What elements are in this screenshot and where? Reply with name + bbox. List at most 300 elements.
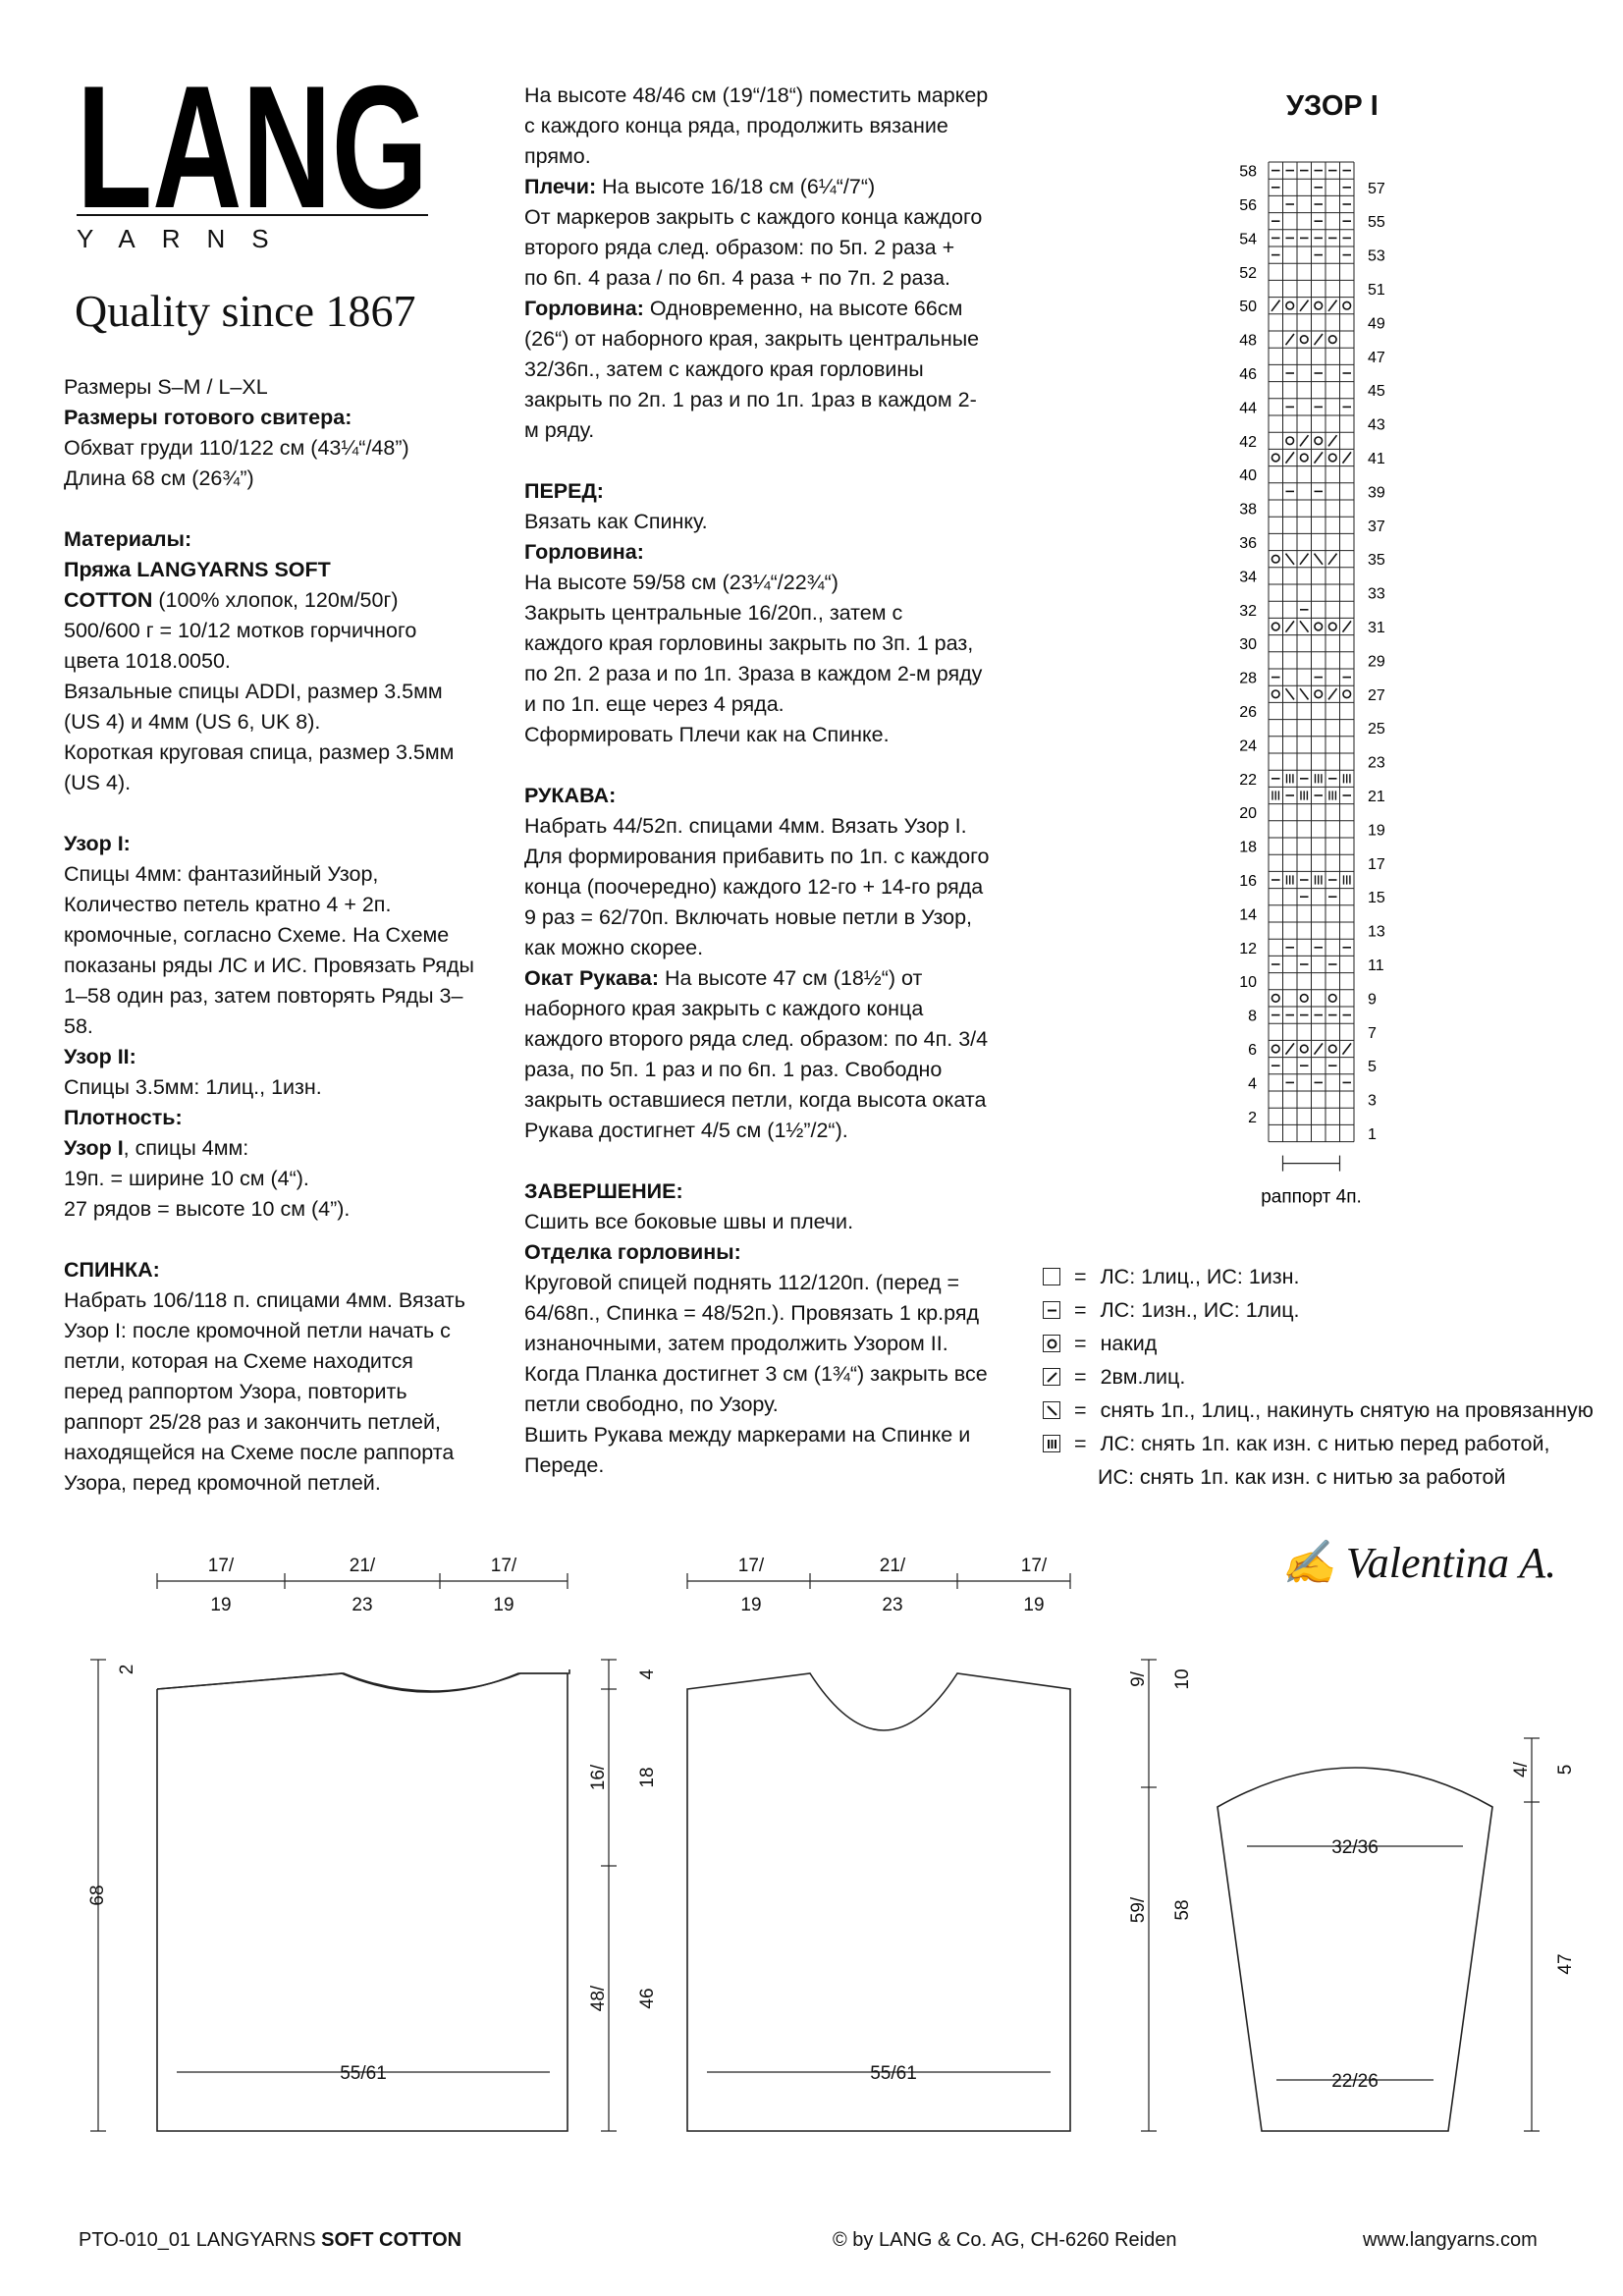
text-segment: Круговой спицей поднять 112/120п. (перед = <box>524 1271 960 1294</box>
text-segment: Одновременно, на высоте 66см <box>643 297 963 320</box>
chart-row-label-left: 2 <box>1248 1109 1257 1126</box>
chart-row-label-left: 50 <box>1239 299 1257 316</box>
text-line <box>524 324 989 355</box>
signature-name: Valentina A. <box>1345 1539 1557 1587</box>
text-line <box>524 750 989 781</box>
text-line <box>524 1298 989 1329</box>
text-line <box>64 1285 474 1316</box>
text-line <box>524 415 989 446</box>
text-line <box>64 1407 474 1438</box>
footer-code <box>79 2229 461 2252</box>
text-line <box>524 1268 989 1298</box>
text-line <box>524 689 989 720</box>
text-segment: раппорт 25/28 раз и закончить петлей, <box>64 1410 441 1434</box>
text-line <box>64 433 474 464</box>
text-line <box>64 829 474 859</box>
text-line <box>64 981 474 1011</box>
text-segment: Переде. <box>524 1453 605 1477</box>
chart-row-label-right: 47 <box>1368 349 1385 366</box>
chart-row-label-right: 11 <box>1368 957 1384 975</box>
text-line <box>524 1359 989 1390</box>
text-segment: Вязать как Спинку. <box>524 510 708 533</box>
text-segment: второго ряда след. образом: по 5п. 2 раза + <box>524 236 955 259</box>
front-width: 55/61 <box>870 2063 917 2084</box>
text-line <box>64 707 474 738</box>
text-line <box>64 372 474 403</box>
front-w2-b: 23 <box>882 1595 903 1615</box>
text-segment: Вязальные спицы ADDI, размер 3.5мм <box>64 680 443 703</box>
text-segment: Сформировать Плечи как на Спинке. <box>524 723 890 746</box>
text-segment: по 6п. 4 раза / по 6п. 4 раза + по 7п. 2 раза. <box>524 266 951 290</box>
text-line <box>64 555 474 585</box>
chart-row-label-right: 3 <box>1368 1092 1377 1110</box>
legend-symbol-bars-icon <box>1043 1435 1060 1452</box>
chart-row-label-left: 56 <box>1239 197 1257 215</box>
legend-symbol-empty-icon <box>1043 1268 1060 1285</box>
sleeve-cap-a: 4/ <box>1511 1762 1532 1777</box>
text-segment: 32/36п., затем с каждого края горловины <box>524 357 924 381</box>
legend-row <box>1043 1460 1594 1494</box>
chart-row-label-right: 5 <box>1368 1059 1377 1076</box>
text-segment: Отделка горловины: <box>524 1240 741 1264</box>
text-line <box>524 842 989 872</box>
text-line <box>524 994 989 1024</box>
text-line <box>64 1011 474 1042</box>
text-segment: От маркеров закрыть с каждого конца каждого <box>524 205 983 229</box>
text-line <box>524 446 989 476</box>
chart-row-label-right: 13 <box>1368 923 1385 941</box>
chart-row-label-right: 51 <box>1368 282 1385 300</box>
front-neck-b: 10 <box>1172 1668 1193 1690</box>
text-line <box>64 524 474 555</box>
legend-text: ЛС: 1лиц., ИС: 1изн. <box>1100 1265 1300 1288</box>
back-side-b: 46 <box>637 1988 658 2009</box>
text-segment: Узор I: после кромочной петли начать с <box>64 1319 451 1342</box>
front-w3-b: 19 <box>1023 1595 1045 1615</box>
back-side-a: 48/ <box>588 1985 609 2012</box>
text-line <box>64 616 474 646</box>
legend-row <box>1043 1394 1594 1427</box>
text-segment: петли свободно, по Узору. <box>524 1393 779 1416</box>
chart-row-label-right: 15 <box>1368 890 1385 907</box>
text-line <box>524 1390 989 1420</box>
text-segment: конца (поочередно) каждого 12-го + 14-го ряда <box>524 875 984 899</box>
text-segment: Спицы 4мм: фантазийный Узор, <box>64 862 379 886</box>
back-w1-a: 17/ <box>207 1556 235 1576</box>
pattern-title: УЗОР I <box>1286 90 1379 122</box>
chart-row-label-left: 36 <box>1239 535 1257 553</box>
legend-row <box>1043 1327 1594 1360</box>
chart-row-label-right: 33 <box>1368 585 1385 603</box>
text-line <box>64 920 474 951</box>
text-segment: петли, которая на Схеме находится <box>64 1349 413 1373</box>
text-segment: Сшить все боковые швы и плечи. <box>524 1210 854 1233</box>
text-line <box>524 263 989 294</box>
chart-row-label-left: 28 <box>1239 670 1257 687</box>
chart-row-label-right: 35 <box>1368 552 1385 570</box>
front-neck-a: 9/ <box>1128 1671 1149 1687</box>
chart-row-label-right: 41 <box>1368 451 1385 468</box>
text-segment: прямо. <box>524 144 591 168</box>
text-segment: Горловина: <box>524 540 644 564</box>
text-segment: СПИНКА: <box>64 1258 160 1282</box>
chart-row-label-left: 52 <box>1239 264 1257 282</box>
text-segment: На высоте 16/18 см (6¼“/7“) <box>596 175 876 198</box>
text-segment: Когда Планка достигнет 3 см (1¾“) закрыть все <box>524 1362 988 1386</box>
logo-yarns-text: YARNS <box>77 224 296 253</box>
chart-row-label-left: 38 <box>1239 501 1257 519</box>
text-segment: Количество петель кратно 4 + 2п. <box>64 893 392 916</box>
text-segment: с каждого конца ряда, продолжить вязание <box>524 114 948 137</box>
chart-row-label-left: 54 <box>1239 231 1257 248</box>
text-line <box>524 963 989 994</box>
footer-code-bold: SOFT COTTON <box>321 2229 462 2251</box>
chart-row-label-left: 12 <box>1239 940 1257 957</box>
back-armhole-a: 16/ <box>588 1764 609 1791</box>
text-line <box>524 1146 989 1176</box>
text-line <box>524 507 989 537</box>
logo-divider <box>77 214 428 216</box>
text-line <box>524 1450 989 1481</box>
text-segment: Узор I: <box>64 832 131 855</box>
text-segment: 500/600 г = 10/12 мотков горчичного <box>64 619 417 642</box>
chart-row-label-left: 44 <box>1239 400 1257 417</box>
text-segment: (US 4). <box>64 771 132 794</box>
lang-logo <box>77 77 428 209</box>
text-segment: COTTON <box>64 588 153 612</box>
chart-row-label-right: 7 <box>1368 1024 1377 1042</box>
text-segment: Размеры готового свитера: <box>64 406 352 429</box>
text-segment: перед раппортом Узора, повторить <box>64 1380 407 1403</box>
back-w3-b: 19 <box>493 1595 514 1615</box>
chart-row-label-left: 10 <box>1239 974 1257 992</box>
chart-row-label-left: 4 <box>1248 1075 1257 1093</box>
text-segment: Материалы: <box>64 527 192 551</box>
text-line <box>64 646 474 677</box>
text-segment: На высоте 47 см (18½“) от <box>659 966 923 990</box>
text-line <box>64 1164 474 1194</box>
text-line <box>64 738 474 768</box>
chart-row-label-left: 40 <box>1239 467 1257 485</box>
text-segment: Рукава достигнет 4/5 см (1½”/2“). <box>524 1119 848 1142</box>
back-w2-b: 23 <box>352 1595 373 1615</box>
chart-row-label-right: 53 <box>1368 247 1385 265</box>
chart-row-label-left: 6 <box>1248 1042 1257 1060</box>
legend-symbol-dash-icon <box>1043 1301 1060 1319</box>
text-segment: каждого края горловины закрыть по 3п. 1 раз, <box>524 631 974 655</box>
text-segment: каждого второго ряда след. образом: по 4п. 3/4 <box>524 1027 989 1051</box>
legend-symbol-circle-icon <box>1043 1335 1060 1352</box>
text-segment: Размеры S–M / L–XL <box>64 375 268 399</box>
text-line <box>64 1255 474 1285</box>
chart-row-label-right: 21 <box>1368 789 1385 806</box>
text-line <box>64 1346 474 1377</box>
chart-grid <box>1269 162 1354 1142</box>
text-segment: Горловина: <box>524 297 644 320</box>
legend-text: ИС: снять 1п. как изн. с нитью за работой <box>1098 1465 1506 1489</box>
chart-row-label-left: 8 <box>1248 1008 1257 1025</box>
chart-row-label-right: 29 <box>1368 653 1385 671</box>
text-line <box>64 494 474 524</box>
text-line <box>64 677 474 707</box>
legend-text: снять 1п., 1лиц., накинуть снятую на провязанную <box>1100 1398 1594 1422</box>
text-segment: Спицы 3.5мм: 1лиц., 1изн. <box>64 1075 322 1099</box>
text-segment: закрыть оставшиеся петли, когда высота оката <box>524 1088 987 1112</box>
chart-row-label-left: 26 <box>1239 704 1257 722</box>
back-neck-depth: 2 <box>117 1664 137 1675</box>
legend-row <box>1043 1427 1594 1460</box>
chart-row-label-left: 58 <box>1239 163 1257 181</box>
text-line <box>64 403 474 433</box>
text-segment: Пряжа LANGYARNS SOFT <box>64 558 331 581</box>
logo-wordmark: LANG <box>77 77 428 209</box>
pattern-chart <box>1217 157 1463 1247</box>
symbol-legend <box>1043 1260 1594 1494</box>
text-line <box>64 768 474 798</box>
text-segment: ЗАВЕРШЕНИЕ: <box>524 1179 683 1203</box>
text-line <box>524 902 989 933</box>
chart-row-label-right: 43 <box>1368 416 1385 434</box>
text-line <box>64 859 474 890</box>
text-line <box>524 598 989 629</box>
text-line <box>524 172 989 202</box>
legend-symbol-slash-icon <box>1043 1368 1060 1386</box>
chart-row-label-left: 22 <box>1239 771 1257 789</box>
legend-equals: = <box>1074 1398 1087 1422</box>
chart-row-label-right: 19 <box>1368 822 1385 840</box>
text-line <box>64 1194 474 1225</box>
chart-row-label-left: 20 <box>1239 805 1257 823</box>
text-segment: Окат Рукава: <box>524 966 660 990</box>
text-line <box>64 951 474 981</box>
text-line <box>64 1072 474 1103</box>
text-line <box>524 1176 989 1207</box>
chart-row-label-left: 14 <box>1239 906 1257 924</box>
text-line <box>64 1133 474 1164</box>
legend-symbol-backslash-icon <box>1043 1401 1060 1419</box>
chart-row-label-right: 17 <box>1368 855 1385 873</box>
text-segment: Длина 68 см (26¾”) <box>64 466 254 490</box>
text-line <box>524 1055 989 1085</box>
legend-text: 2вм.лиц. <box>1100 1365 1186 1389</box>
chart-row-label-right: 27 <box>1368 686 1385 704</box>
chart-row-label-right: 39 <box>1368 484 1385 502</box>
text-line <box>524 872 989 902</box>
text-line <box>64 1103 474 1133</box>
repeat-label: раппорт 4п. <box>1261 1186 1362 1208</box>
text-segment: кромочные, согласно Схеме. На Схеме <box>64 923 450 947</box>
text-line <box>64 585 474 616</box>
text-segment: 64/68п., Спинка = 48/52п.). Провязать 1 кр.ряд <box>524 1301 980 1325</box>
front-length-a: 59/ <box>1128 1896 1149 1924</box>
text-line <box>64 1316 474 1346</box>
chart-row-label-right: 1 <box>1368 1126 1377 1144</box>
legend-equals: = <box>1074 1265 1087 1288</box>
text-line <box>64 1438 474 1468</box>
text-line <box>524 294 989 324</box>
chart-row-label-right: 57 <box>1368 180 1385 197</box>
text-line <box>524 355 989 385</box>
legend-equals: = <box>1074 1332 1087 1355</box>
chart-row-label-left: 24 <box>1239 738 1257 755</box>
text-segment: , спицы 4мм: <box>123 1136 249 1160</box>
text-line <box>524 111 989 141</box>
legend-row <box>1043 1293 1594 1327</box>
text-segment: раза, по 5п. 1 раз и по 6п. 1 раз. Свободно <box>524 1058 943 1081</box>
text-segment: Набрать 44/52п. спицами 4мм. Вязать Узор I. <box>524 814 967 838</box>
text-line <box>64 1468 474 1499</box>
text-line <box>64 1042 474 1072</box>
text-line <box>524 1116 989 1146</box>
text-line <box>524 385 989 415</box>
back-w3-a: 17/ <box>490 1556 517 1576</box>
chart-row-label-right: 45 <box>1368 383 1385 401</box>
text-segment: Короткая круговая спица, размер 3.5мм <box>64 740 455 764</box>
text-segment: 19п. = ширине 10 см (4“). <box>64 1167 309 1190</box>
text-segment: 9 раз = 62/70п. Включать новые петли в Узор, <box>524 905 973 929</box>
footer-code-plain: PTO-010_01 LANGYARNS <box>79 2229 322 2251</box>
chart-row-label-right: 9 <box>1368 991 1377 1009</box>
text-line <box>524 81 989 111</box>
chart-row-label-right: 25 <box>1368 721 1385 738</box>
text-line <box>524 568 989 598</box>
text-segment: Узор II: <box>64 1045 136 1068</box>
back-armhole-b: 18 <box>637 1767 658 1788</box>
text-segment: показаны ряды ЛС и ИС. Провязать Ряды <box>64 954 474 977</box>
text-line <box>524 1207 989 1237</box>
front-w3-a: 17/ <box>1020 1556 1048 1576</box>
sleeve-bottom-width: 22/26 <box>1331 2071 1379 2092</box>
back-w1-b: 19 <box>210 1595 232 1615</box>
text-line <box>64 1377 474 1407</box>
chart-row-label-left: 34 <box>1239 569 1257 586</box>
text-segment: Плотность: <box>64 1106 183 1129</box>
text-segment: м ряду. <box>524 418 595 442</box>
left-text-column <box>64 372 474 1499</box>
text-segment: 1–58 один раз, затем повторять Ряды 3– <box>64 984 463 1008</box>
front-length-b: 58 <box>1172 1899 1193 1921</box>
front-w1-a: 17/ <box>737 1556 765 1576</box>
legend-row <box>1043 1360 1594 1394</box>
front-w1-b: 19 <box>740 1595 762 1615</box>
text-line <box>524 202 989 233</box>
text-segment: изнаночными, затем продолжить Узором II. <box>524 1332 948 1355</box>
text-segment: наборного края закрыть с каждого конца <box>524 997 924 1020</box>
text-segment: и по 1п. еще через 4 ряда. <box>524 692 784 716</box>
text-line <box>64 798 474 829</box>
text-segment: На высоте 48/46 см (19“/18“) поместить маркер <box>524 83 989 107</box>
chart-row-label-right: 23 <box>1368 754 1385 772</box>
footer-copyright: © by LANG & Co. AG, CH-6260 Reiden <box>833 2229 1177 2251</box>
legend-equals: = <box>1074 1432 1087 1455</box>
text-segment: по 2п. 2 раза и по 1п. 3раза в каждом 2-м ряду <box>524 662 983 685</box>
chart-row-label-right: 37 <box>1368 518 1385 535</box>
chart-row-label-left: 16 <box>1239 873 1257 891</box>
text-segment: как можно скорее. <box>524 936 704 959</box>
text-line <box>524 141 989 172</box>
signature: ✍ Valentina A. <box>1281 1539 1557 1587</box>
text-segment: РУКАВА: <box>524 784 617 807</box>
text-segment: Для формирования прибавить по 1п. с каждого <box>524 845 990 868</box>
text-segment: 58. <box>64 1014 93 1038</box>
legend-equals: = <box>1074 1365 1087 1389</box>
footer-website[interactable]: www.langyarns.com <box>1363 2229 1538 2251</box>
sleeve-length: 47 <box>1555 1953 1576 1975</box>
text-line <box>524 233 989 263</box>
text-line <box>64 890 474 920</box>
text-segment: находящейся на Схеме после раппорта <box>64 1441 455 1464</box>
text-segment: Вшить Рукава между маркерами на Спинке и <box>524 1423 971 1447</box>
text-segment: 27 рядов = высоте 10 см (4”). <box>64 1197 351 1221</box>
back-length: 68 <box>87 1885 108 1906</box>
chart-row-label-left: 48 <box>1239 332 1257 350</box>
text-segment: На высоте 59/58 см (23¼“/22¾“) <box>524 571 839 594</box>
chart-row-label-left: 32 <box>1239 602 1257 620</box>
text-segment: (26“) от наборного края, закрыть центральные <box>524 327 980 351</box>
chart-row-label-right: 55 <box>1368 214 1385 232</box>
chart-row-label-left: 18 <box>1239 839 1257 856</box>
text-line <box>524 1085 989 1116</box>
text-line <box>524 476 989 507</box>
schematics <box>59 1542 1591 2151</box>
back-w2-a: 21/ <box>349 1556 376 1576</box>
chart-row-label-left: 46 <box>1239 366 1257 384</box>
back-shoulder: 4 <box>637 1668 658 1680</box>
text-line <box>524 933 989 963</box>
back-width: 55/61 <box>340 2063 387 2084</box>
text-line <box>64 464 474 494</box>
text-line <box>524 1024 989 1055</box>
text-segment: Узора, перед кромочной петлей. <box>64 1471 381 1495</box>
chart-row-label-left: 42 <box>1239 433 1257 451</box>
text-line <box>524 659 989 689</box>
text-line <box>524 629 989 659</box>
text-line <box>64 1225 474 1255</box>
text-segment: (US 4) и 4мм (US 6, UK 8). <box>64 710 321 734</box>
sleeve-cap-b: 5 <box>1555 1764 1576 1776</box>
text-line <box>524 1329 989 1359</box>
text-line <box>524 811 989 842</box>
back-top-left <box>157 1669 569 1691</box>
text-segment: (100% хлопок, 120м/50г) <box>152 588 399 612</box>
legend-row <box>1043 1260 1594 1293</box>
chart-row-label-right: 49 <box>1368 315 1385 333</box>
text-line <box>524 720 989 750</box>
text-segment: закрыть по 2п. 1 раз и по 1п. 1раз в каждом 2- <box>524 388 977 411</box>
legend-text: ЛС: 1изн., ИС: 1лиц. <box>1100 1298 1300 1322</box>
text-segment: цвета 1018.0050. <box>64 649 231 673</box>
chart-row-label-right: 31 <box>1368 620 1385 637</box>
legend-text: ЛС: снять 1п. как изн. с нитью перед работой, <box>1100 1432 1550 1455</box>
text-segment: Закрыть центральные 16/20п., затем с <box>524 601 903 625</box>
text-line <box>524 537 989 568</box>
text-segment: Узор I <box>64 1136 124 1160</box>
text-line <box>524 781 989 811</box>
text-segment: Набрать 106/118 п. спицами 4мм. Вязать <box>64 1288 465 1312</box>
text-segment: Плечи: <box>524 175 597 198</box>
chart-row-label-left: 30 <box>1239 636 1257 654</box>
tagline: Quality since 1867 <box>75 286 416 336</box>
front-w2-a: 21/ <box>879 1556 906 1576</box>
middle-text-column <box>524 81 989 1481</box>
text-segment: Обхват груди 110/122 см (43¼“/48”) <box>64 436 409 460</box>
legend-text: накид <box>1100 1332 1158 1355</box>
legend-equals: = <box>1074 1298 1087 1322</box>
sleeve-top-width: 32/36 <box>1331 1837 1379 1858</box>
text-line <box>524 1420 989 1450</box>
text-segment: ПЕРЕД: <box>524 479 604 503</box>
text-line <box>524 1237 989 1268</box>
